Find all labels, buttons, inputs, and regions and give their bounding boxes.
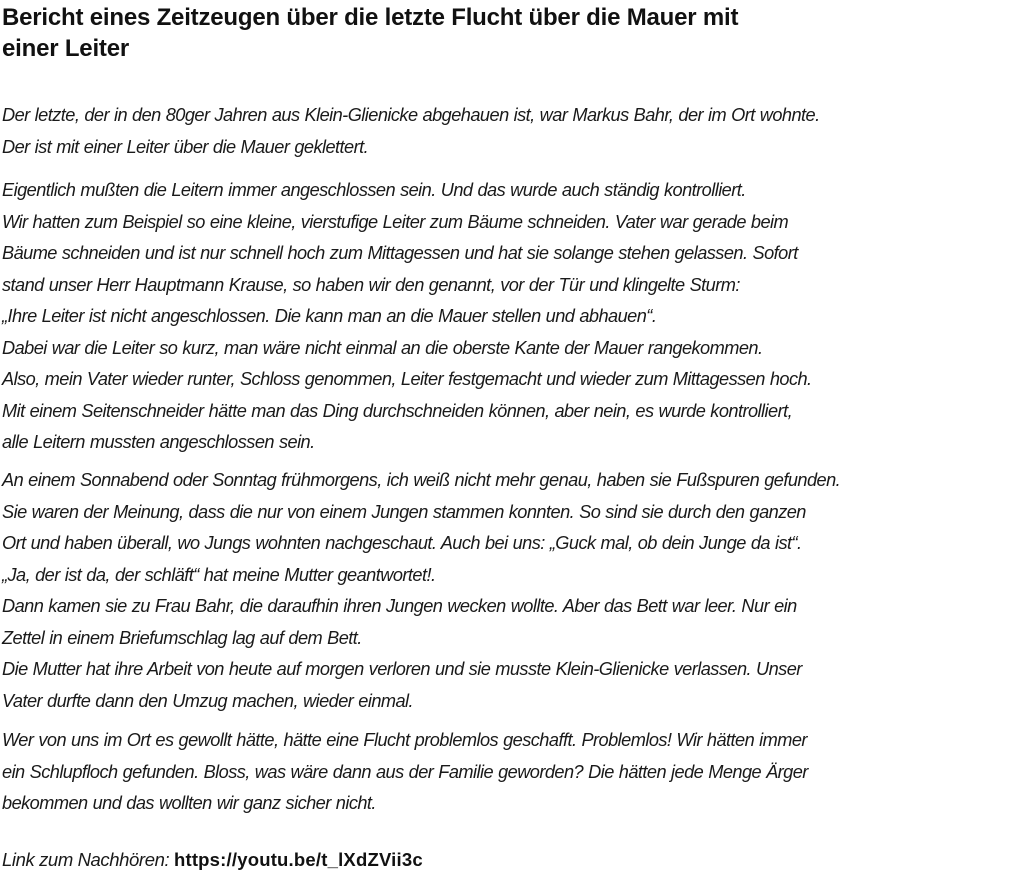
paragraph-intro — [2, 100, 820, 163]
text-line: „Ja, der ist da, der schläft“ hat meine Mutter geantwortet!. — [2, 564, 436, 585]
link-label: Link zum Nachhören: — [2, 849, 174, 870]
text-line: Sie waren der Meinung, dass die nur von einem Jungen stammen konnten. So sind sie durch den ganzen — [2, 501, 806, 522]
text-line: Die Mutter hat ihre Arbeit von heute auf morgen verloren und sie musste Klein-Glienicke verlassen. Unser — [2, 659, 802, 679]
text-line: An einem Sonnabend oder Sonntag frühmorgens, ich weiß nicht mehr genau, haben sie Fußspuren gefunden. — [2, 470, 841, 490]
text-line: Der letzte, der in den 80ger Jahren aus Klein-Glienicke abgehauen ist, war Markus Bahr, der im Ort wohnte. — [2, 105, 820, 125]
title-line: Bericht eines Zeitzeugen über die letzte Flucht über die Mauer mit — [2, 4, 739, 31]
paragraph-escape-discovered — [2, 465, 840, 717]
youtube-link[interactable]: https://youtu.be/t_lXdZVii3c — [173, 849, 423, 870]
text-line: Ort und haben überall, wo Jungs wohnten nachgeschaut. Auch bei uns: „Guck mal, ob dein Junge da ist“. — [2, 533, 802, 553]
text-line: ein Schlupfloch gefunden. Bloss, was wäre dann aus der Familie geworden? Die hätten jede Menge Ärger — [2, 761, 808, 782]
text-line: Dabei war die Leiter so kurz, man wäre nicht einmal an die oberste Kante der Mauer rangekommen. — [2, 337, 763, 358]
text-line: Bäume schneiden und ist nur schnell hoch zum Mittagessen und hat sie solange stehen gelassen. Sofort — [2, 243, 798, 263]
text-line: stand unser Herr Hauptmann Krause, so haben wir den genannt, vor der Tür und klingelte Sturm: — [2, 274, 740, 295]
text-line: Wir hatten zum Beispiel so eine kleine, vierstufige Leiter zum Bäume schneiden. Vater war gerade beim — [2, 211, 789, 232]
text-line: Zettel in einem Briefumschlag lag auf dem Bett. — [2, 627, 362, 648]
paragraph-conclusion — [2, 725, 808, 820]
text-line: bekommen und das wollten wir ganz sicher nicht. — [2, 793, 376, 813]
paragraph-ladder-control — [2, 175, 812, 459]
text-line: Also, mein Vater wieder runter, Schloss genommen, Leiter festgemacht und wieder zum Mittagessen hoch. — [2, 369, 812, 389]
document — [2, 0, 1024, 870]
text-line: Eigentlich mußten die Leitern immer angeschlossen sein. Und das wurde auch ständig kontrolliert. — [2, 180, 746, 200]
text-line: „Ihre Leiter ist nicht angeschlossen. Die kann man an die Mauer stellen und abhauen“. — [2, 306, 657, 326]
text-line: Wer von uns im Ort es gewollt hätte, hätte eine Flucht problemlos geschafft. Problemlos! Wir hätten immer — [2, 730, 807, 750]
title-line: einer Leiter — [2, 35, 129, 62]
text-line: Dann kamen sie zu Frau Bahr, die daraufhin ihren Jungen wecken wollte. Aber das Bett war leer. Nur ein — [2, 596, 797, 616]
text-line: alle Leitern mussten angeschlossen sein. — [2, 432, 315, 452]
text-line: Vater durfte dann den Umzug machen, wieder einmal. — [2, 690, 414, 711]
text-line: Der ist mit einer Leiter über die Mauer geklettert. — [2, 136, 369, 157]
text-line: Mit einem Seitenschneider hätte man das Ding durchschneiden können, aber nein, es wurde kontrolliert, — [2, 400, 793, 421]
listen-link-line — [2, 844, 423, 875]
document-title — [2, 0, 1024, 64]
